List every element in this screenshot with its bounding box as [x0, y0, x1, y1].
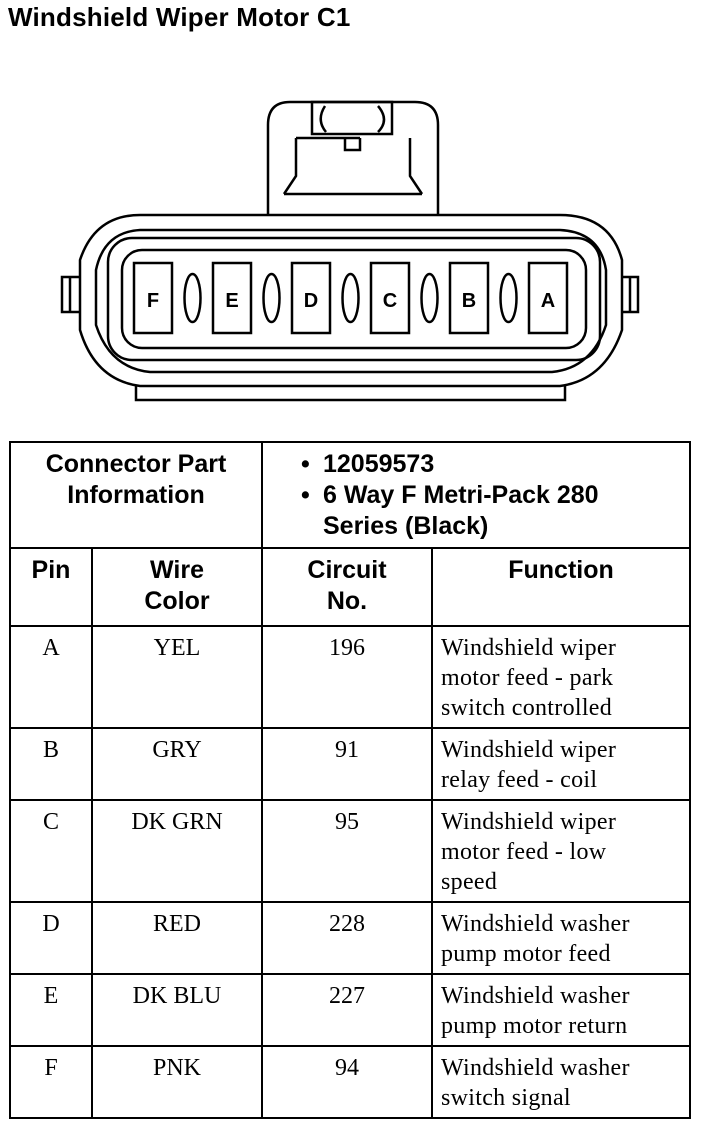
pin-label-a: A: [540, 290, 556, 312]
function-line: Windshield washer: [441, 1055, 630, 1081]
function-cell: [432, 728, 690, 800]
pin-label-c: C: [382, 290, 398, 312]
page-title: Windshield Wiper Motor C1: [8, 2, 351, 32]
column-header-pin: [10, 548, 92, 626]
connector-diagram: [0, 90, 704, 410]
part-description-line1: 6 Way F Metri-Pack 280: [323, 481, 599, 509]
function-line: Windshield washer: [441, 983, 630, 1009]
column-header-pin-label: Pin: [31, 556, 71, 584]
latch-tab: [268, 102, 438, 215]
circuit-cell: 228: [262, 902, 432, 974]
wire-color-cell: YEL: [92, 626, 262, 728]
function-line: motor feed - park: [441, 665, 614, 691]
pinout-table: [9, 441, 691, 1119]
function-cell: [432, 626, 690, 728]
table-row: [10, 626, 690, 728]
column-header-function-label: Function: [508, 556, 614, 584]
pin-label-f: F: [146, 290, 160, 312]
table-row: [10, 728, 690, 800]
cavity-divider: [501, 274, 517, 322]
table-row: [10, 800, 690, 902]
circuit-cell: 95: [262, 800, 432, 902]
cavity-divider: [264, 274, 280, 322]
part-number: 12059573: [323, 450, 435, 478]
part-info-label: [10, 442, 262, 548]
column-header-function: [432, 548, 690, 626]
circuit-cell: 94: [262, 1046, 432, 1118]
function-line: speed: [441, 869, 498, 895]
wire-color-cell: PNK: [92, 1046, 262, 1118]
column-header-wire-color: [92, 548, 262, 626]
pin-cavities: [134, 263, 567, 333]
table-row: [10, 902, 690, 974]
function-line: Windshield wiper: [441, 737, 617, 763]
part-info-label-line1: Connector Part: [45, 450, 227, 478]
wire-color-cell: GRY: [92, 728, 262, 800]
pin-cavity-e: [213, 263, 251, 333]
column-header-circuit-line1: Circuit: [307, 556, 387, 584]
pin-cavity-d: [292, 263, 330, 333]
column-header-circuit-line2: No.: [326, 587, 368, 615]
pin-cell: D: [10, 902, 92, 974]
wire-color-cell: DK GRN: [92, 800, 262, 902]
function-line: switch controlled: [441, 695, 613, 721]
pin-cavity-c: [371, 263, 409, 333]
part-info-label-line2: Information: [67, 481, 205, 509]
pin-cavity-f: [134, 263, 172, 333]
circuit-cell: 196: [262, 626, 432, 728]
bullet: •: [301, 481, 310, 509]
column-header-circuit: [262, 548, 432, 626]
function-line: pump motor return: [441, 1013, 628, 1039]
function-line: Windshield wiper: [441, 809, 617, 835]
column-header-wire-color-line1: Wire: [150, 556, 204, 584]
cavity-divider: [185, 274, 201, 322]
table-row: [10, 1046, 690, 1118]
function-line: motor feed - low: [441, 839, 607, 865]
function-cell: [432, 1046, 690, 1118]
function-line: Windshield wiper: [441, 635, 617, 661]
column-header-wire-color-line2: Color: [144, 587, 210, 615]
part-info-row: [10, 442, 690, 548]
part-info-value: [262, 442, 690, 548]
pin-label-b: B: [461, 290, 477, 312]
pin-cell: C: [10, 800, 92, 902]
part-description-line2: Series (Black): [323, 512, 489, 540]
pin-cavity-b: [450, 263, 488, 333]
bullet: •: [301, 450, 310, 478]
function-cell: [432, 800, 690, 902]
pin-cavity-a: [529, 263, 567, 333]
function-line: Windshield washer: [441, 911, 630, 937]
circuit-cell: 227: [262, 974, 432, 1046]
pin-cell: E: [10, 974, 92, 1046]
pin-cell: A: [10, 626, 92, 728]
pin-cell: B: [10, 728, 92, 800]
wire-color-cell: RED: [92, 902, 262, 974]
function-line: pump motor feed: [441, 941, 611, 967]
circuit-cell: 91: [262, 728, 432, 800]
function-line: relay feed - coil: [441, 767, 598, 793]
cavity-divider: [343, 274, 359, 322]
function-line: switch signal: [441, 1085, 571, 1111]
function-cell: [432, 902, 690, 974]
cavity-divider: [422, 274, 438, 322]
pin-label-d: D: [303, 290, 319, 312]
table-row: [10, 974, 690, 1046]
pin-cell: F: [10, 1046, 92, 1118]
wire-color-cell: DK BLU: [92, 974, 262, 1046]
pin-label-e: E: [225, 290, 239, 312]
function-cell: [432, 974, 690, 1046]
column-header-row: [10, 548, 690, 626]
